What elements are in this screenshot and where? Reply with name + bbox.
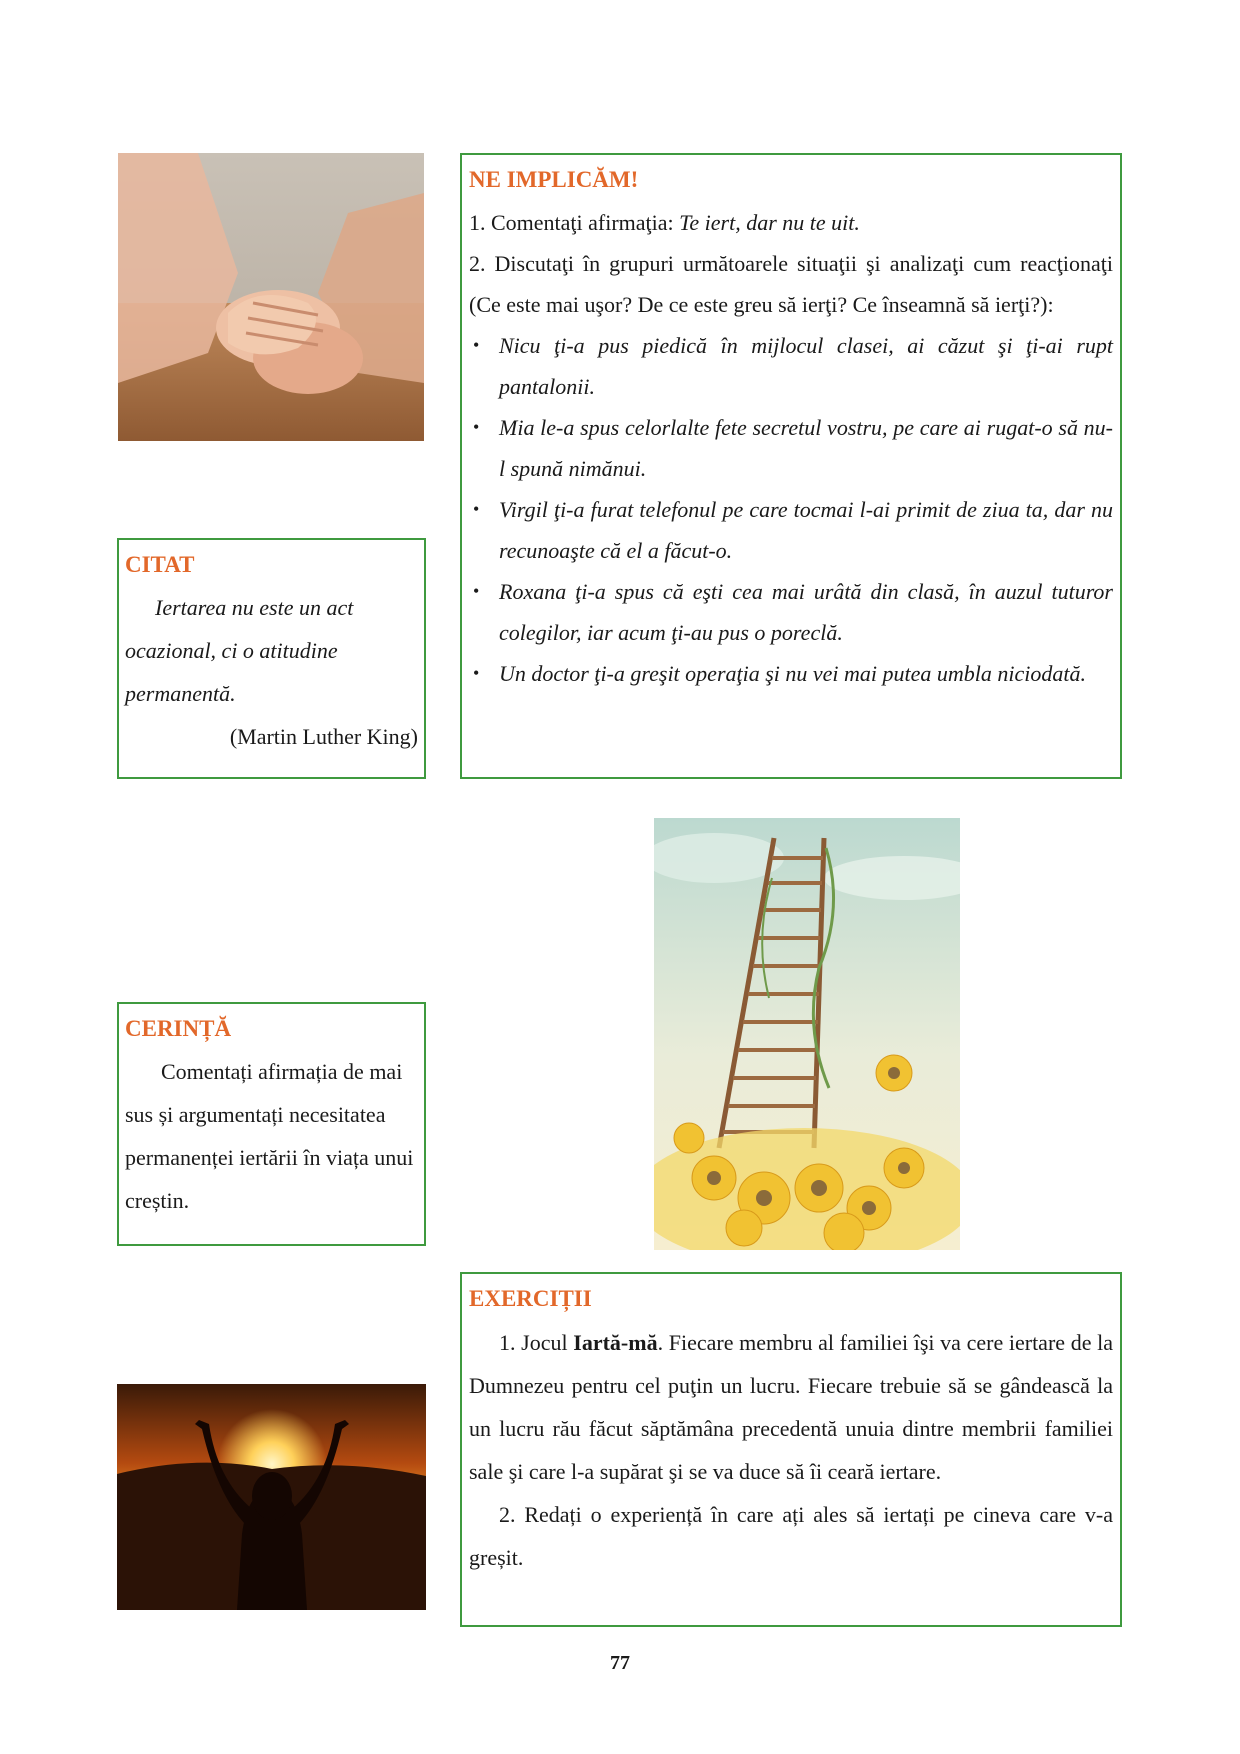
citat-title: CITAT <box>125 552 195 577</box>
page-number: 77 <box>610 1652 630 1674</box>
cerinta-box <box>117 1002 426 1246</box>
hands-photo <box>118 153 424 441</box>
exercitii-item-2: 2. Redați o experiență în care ați ales să iertați pe cineva care v-a greșit. <box>469 1502 1113 1570</box>
exercitii-title: EXERCIȚII <box>469 1286 592 1311</box>
citat-author: (Martin Luther King) <box>229 724 418 749</box>
implicam-item-2: 2. Discutaţi în grupuri următoarele situaţii şi analizaţi cum reacţionaţi (Ce este mai uşor? De ce este greu să ierţi? Ce înseamnă să ierţi?): <box>469 251 1113 317</box>
list-item: • Virgil ţi-a furat telefonul pe care tocmai l-ai primit de ziua ta, dar nu recunoaşte că el a făcut-o. <box>469 489 1113 571</box>
list-item: • Roxana ţi-a spus că eşti cea mai urâtă din clasă, în auzul tuturor colegilor, iar acum ţi-au pus o poreclă. <box>469 571 1113 653</box>
ladder-illustration <box>654 818 960 1250</box>
list-item: • Un doctor ţi-a greşit operaţia şi nu vei mai putea umbla niciodată. <box>469 653 1113 694</box>
implicam-title: NE IMPLICĂM! <box>469 167 639 192</box>
list-item: • Mia le-a spus celorlalte fete secretul vostru, pe care ai rugat-o să nu-l spună nimănui. <box>469 407 1113 489</box>
implicam-item-1: 1. Comentaţi afirmaţia: Te iert, dar nu te uit. <box>469 210 860 235</box>
exercitii-box <box>460 1272 1122 1627</box>
citat-box <box>117 538 426 779</box>
list-item: • Nicu ţi-a pus piedică în mijlocul clasei, ai căzut şi ţi-ai rupt pantalonii. <box>469 325 1113 407</box>
situations-list <box>469 325 1113 694</box>
exercitii-item-1: 1. Jocul Iartă-mă. Fiecare membru al familiei îşi va cere iertare de la Dumnezeu pentru cel puţin un lucru. Fiecare trebuie să se gândească la un lucru rău făcut săptămâna precedentă unuia dintre membrii familiei sale şi care l-a supărat şi se va duce să îi ceară iertare. <box>469 1330 1113 1484</box>
citat-quote: Iertarea nu este un act ocazional, ci o atitudine permanentă. <box>125 595 354 706</box>
cerinta-text: Comentați afirmația de mai sus și argumentați necesitatea permanenței iertării în viața unui creștin. <box>125 1059 414 1213</box>
cerinta-title: CERINȚĂ <box>125 1016 232 1041</box>
implicam-box <box>460 153 1122 779</box>
sunset-silhouette-photo <box>117 1384 426 1610</box>
